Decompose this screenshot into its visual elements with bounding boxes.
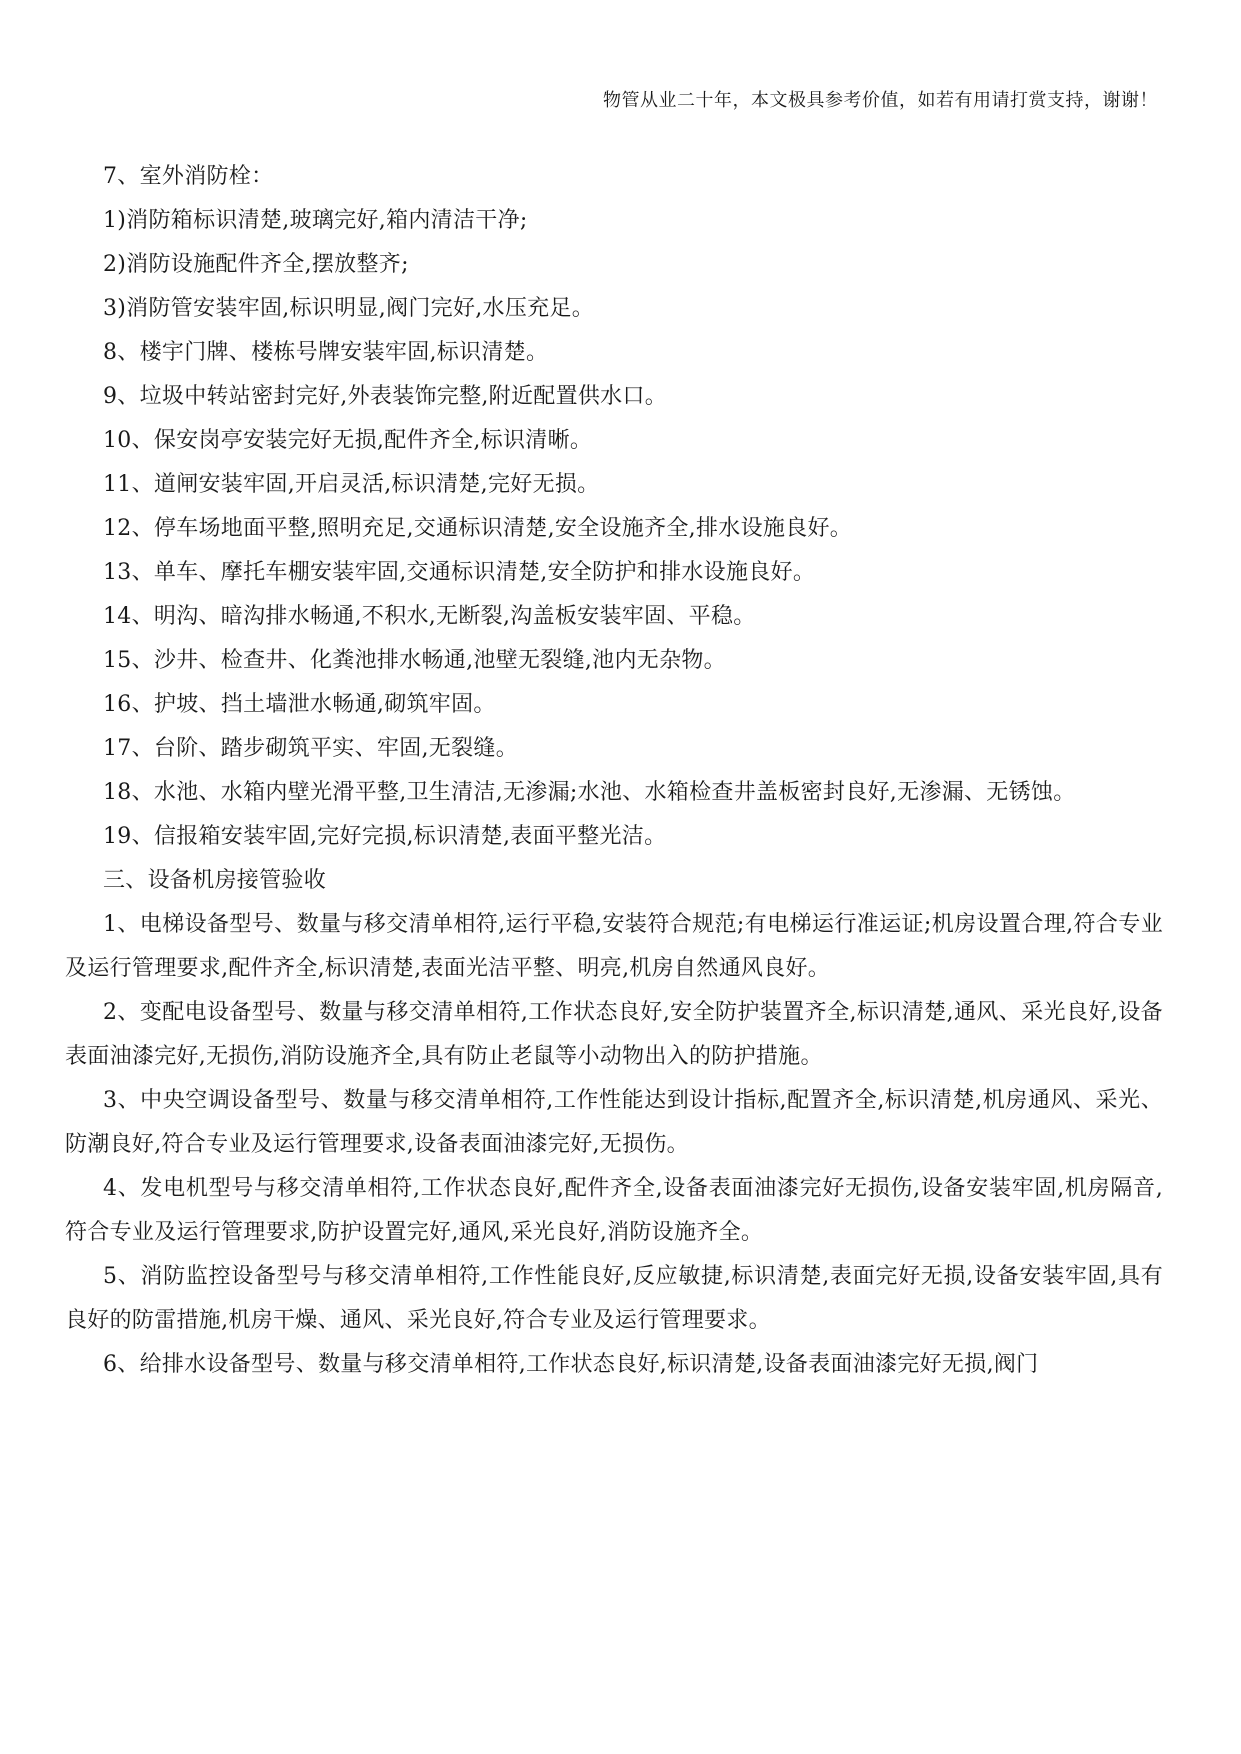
paragraph: 2)消防设施配件齐全,摆放整齐;	[103, 252, 409, 277]
paragraph: 4、发电机型号与移交清单相符,工作状态良好,配件齐全,设备表面油漆完好无损伤,设备安装牢固,机房隔音,符合专业及运行管理要求,防护设置完好,通风,采光良好,消防设施齐全。	[65, 1176, 1163, 1245]
paragraph: 3)消防管安装牢固,标识明显,阀门完好,水压充足。	[103, 296, 595, 321]
paragraph: 19、信报箱安装牢固,完好完损,标识清楚,表面平整光洁。	[103, 824, 667, 849]
section-heading: 三、设备机房接管验收	[103, 868, 327, 893]
paragraph: 14、明沟、暗沟排水畅通,不积水,无断裂,沟盖板安装牢固、平稳。	[103, 604, 756, 629]
paragraph: 5、消防监控设备型号与移交清单相符,工作性能良好,反应敏捷,标识清楚,表面完好无损,设备安装牢固,具有良好的防雷措施,机房干燥、通风、采光良好,符合专业及运行管理要求。	[65, 1264, 1163, 1333]
paragraph: 6、给排水设备型号、数量与移交清单相符,工作状态良好,标识清楚,设备表面油漆完好无损,阀门	[103, 1352, 1039, 1377]
header-note: 物管从业二十年，本文极具参考价值，如若有用请打赏支持，谢谢！	[603, 90, 1158, 111]
paragraph: 1)消防箱标识清楚,玻璃完好,箱内清洁干净;	[103, 208, 528, 233]
paragraph: 1、电梯设备型号、数量与移交清单相符,运行平稳,安装符合规范;有电梯运行准运证;机房设置合理,符合专业及运行管理要求,配件齐全,标识清楚,表面光洁平整、明亮,机房自然通风良好。	[65, 912, 1163, 981]
paragraph: 3、中央空调设备型号、数量与移交清单相符,工作性能达到设计指标,配置齐全,标识清楚,机房通风、采光、防潮良好,符合专业及运行管理要求,设备表面油漆完好,无损伤。	[65, 1088, 1163, 1157]
paragraph: 15、沙井、检查井、化粪池排水畅通,池壁无裂缝,池内无杂物。	[103, 648, 726, 673]
document-body	[65, 155, 1163, 1387]
paragraph: 11、道闸安装牢固,开启灵活,标识清楚,完好无损。	[103, 472, 600, 497]
paragraph: 7、室外消防栓：	[103, 164, 274, 189]
paragraph: 17、台阶、踏步砌筑平实、牢固,无裂缝。	[103, 736, 518, 761]
paragraph: 16、护坡、挡土墙泄水畅通,砌筑牢固。	[103, 692, 496, 717]
paragraph: 2、变配电设备型号、数量与移交清单相符,工作状态良好,安全防护装置齐全,标识清楚,通风、采光良好,设备表面油漆完好,无损伤,消防设施齐全,具有防止老鼠等小动物出入的防护措施。	[65, 1000, 1163, 1069]
paragraph: 12、停车场地面平整,照明充足,交通标识清楚,安全设施齐全,排水设施良好。	[103, 516, 853, 541]
paragraph: 10、保安岗亭安装完好无损,配件齐全,标识清晰。	[103, 428, 593, 453]
paragraph: 13、单车、摩托车棚安装牢固,交通标识清楚,安全防护和排水设施良好。	[103, 560, 816, 585]
paragraph: 18、水池、水箱内壁光滑平整,卫生清洁,无渗漏;水池、水箱检查井盖板密封良好,无渗漏、无锈蚀。	[103, 780, 1076, 805]
paragraph: 8、楼宇门牌、楼栋号牌安装牢固,标识清楚。	[103, 340, 549, 365]
paragraph: 9、垃圾中转站密封完好,外表装饰完整,附近配置供水口。	[103, 384, 668, 409]
